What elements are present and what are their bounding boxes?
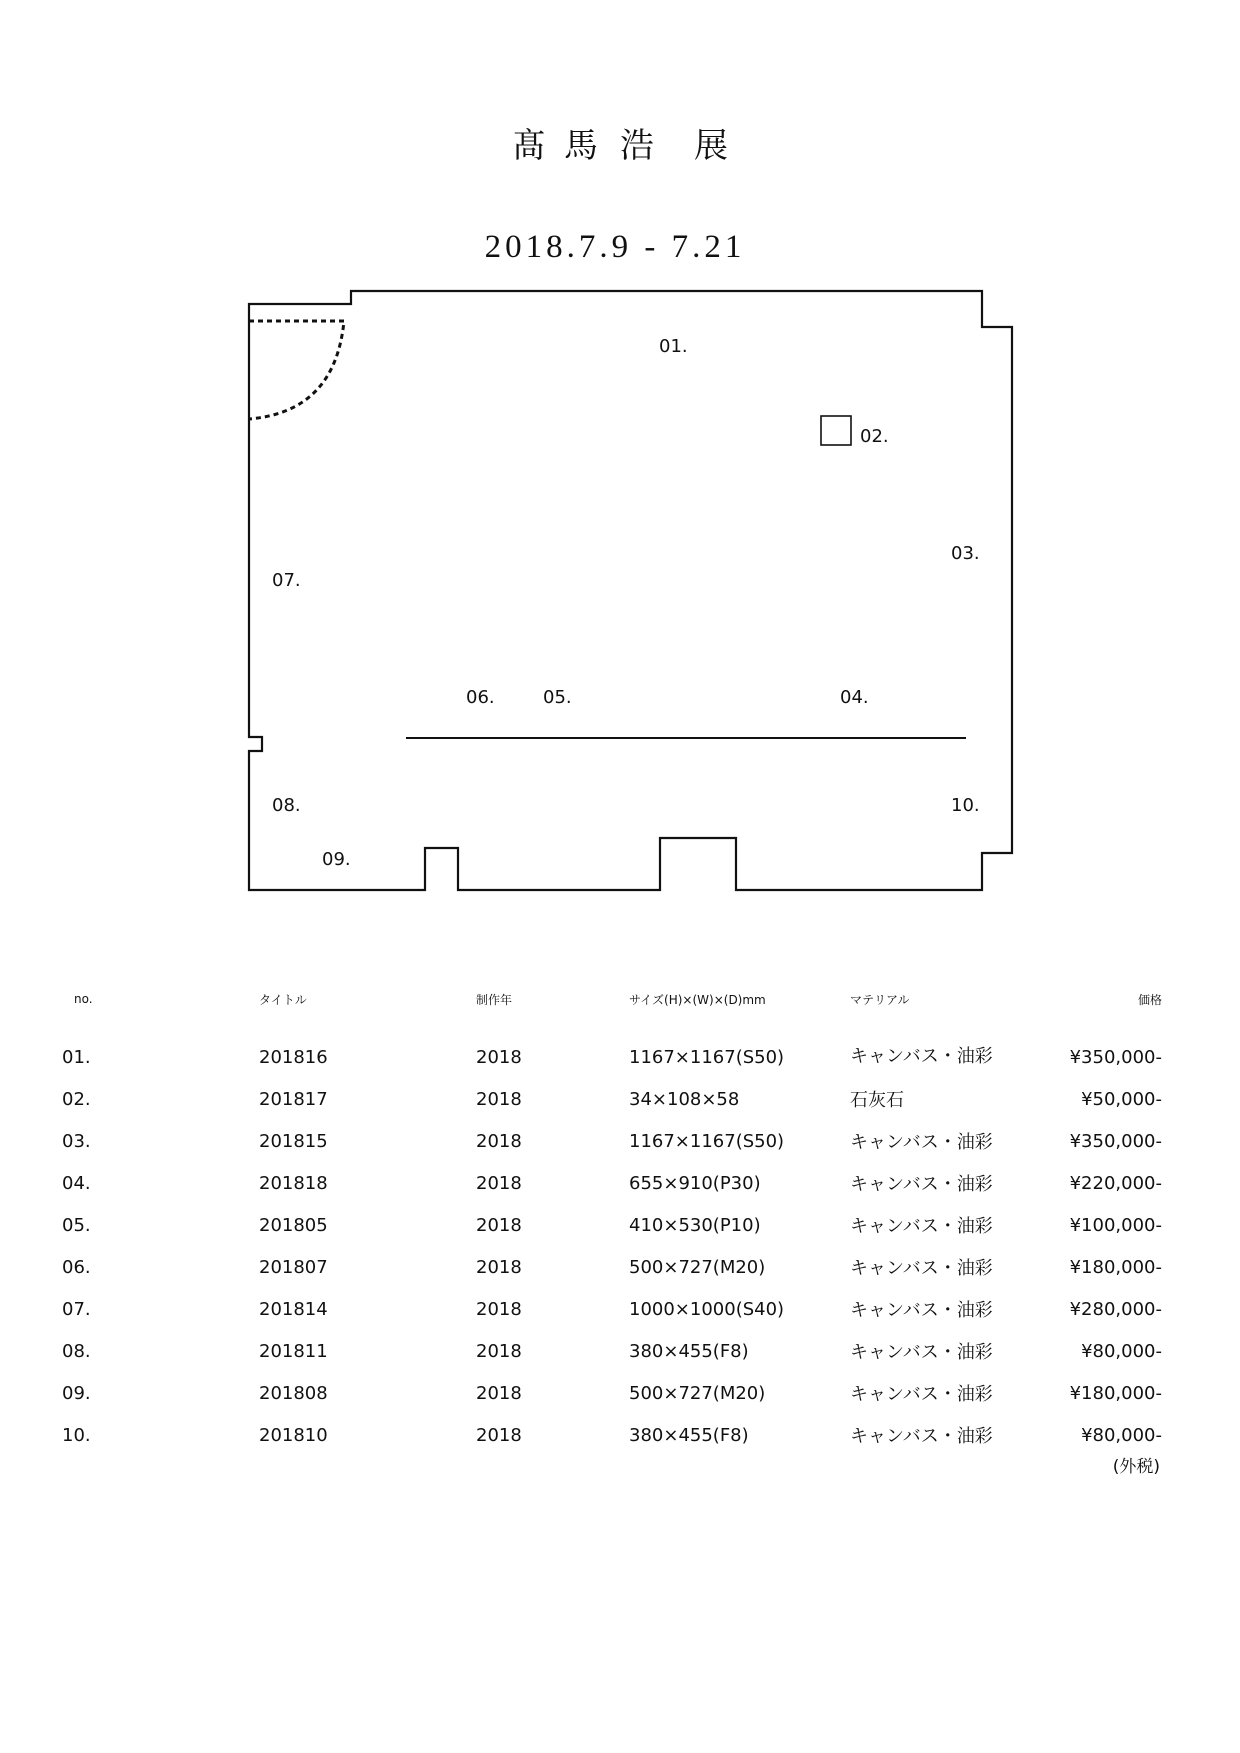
cell-no: 07.	[62, 1298, 91, 1320]
cell-price: ¥100,000-	[1069, 1214, 1162, 1236]
cell-size: 1000×1000(S40)	[629, 1298, 785, 1320]
door-swing	[249, 321, 344, 419]
gallery-wall-outline	[249, 291, 1012, 890]
cell-no: 08.	[62, 1340, 91, 1362]
cell-size: 1167×1167(S50)	[629, 1130, 785, 1152]
cell-year: 2018	[476, 1382, 522, 1404]
header-no: no.	[74, 992, 93, 1006]
cell-no: 06.	[62, 1256, 91, 1278]
tax-note: (外税)	[1112, 1457, 1160, 1477]
plan-label-03: 03.	[951, 543, 980, 564]
cell-price: ¥80,000-	[1081, 1340, 1162, 1362]
pedestal-box	[821, 416, 851, 445]
header-size: サイズ(H)×(W)×(D)mm	[629, 992, 766, 1007]
cell-year: 2018	[476, 1256, 522, 1278]
title-char: 馬	[564, 126, 598, 166]
table-row	[62, 1288, 1162, 1330]
cell-no: 02.	[62, 1088, 91, 1110]
cell-title: 201814	[259, 1298, 328, 1320]
cell-year: 2018	[476, 1130, 522, 1152]
cell-title: 201808	[259, 1382, 328, 1404]
table-row	[62, 1162, 1162, 1204]
cell-year: 2018	[476, 1340, 522, 1362]
cell-year: 2018	[476, 1172, 522, 1194]
plan-label-07: 07.	[272, 570, 301, 591]
cell-title: 201816	[259, 1047, 328, 1068]
cell-no: 09.	[62, 1382, 91, 1404]
cell-size: 500×727(M20)	[629, 1382, 766, 1404]
cell-year: 2018	[476, 1298, 522, 1320]
cell-material: キャンバス・油彩	[850, 1046, 993, 1067]
cell-material: キャンバス・油彩	[850, 1258, 993, 1279]
table-row	[62, 1372, 1162, 1414]
table-header-row	[62, 984, 1162, 1014]
cell-price: ¥80,000-	[1081, 1424, 1162, 1446]
cell-no: 03.	[62, 1130, 91, 1152]
cell-material: 石灰石	[850, 1090, 904, 1111]
cell-title: 201815	[259, 1130, 328, 1152]
cell-size: 655×910(P30)	[629, 1172, 761, 1194]
table-row	[62, 1204, 1162, 1246]
cell-no: 10.	[62, 1424, 91, 1446]
cell-title: 201810	[259, 1424, 328, 1446]
title-char: 髙	[512, 126, 546, 166]
cell-price: ¥180,000-	[1069, 1382, 1162, 1404]
cell-material: キャンバス・油彩	[850, 1300, 993, 1321]
cell-size: 380×455(F8)	[629, 1340, 749, 1362]
table-row	[62, 1120, 1162, 1162]
exhibition-dates: 2018.7.9 - 7.21	[484, 229, 746, 265]
plan-label-05: 05.	[543, 687, 572, 708]
cell-material: キャンバス・油彩	[850, 1174, 993, 1195]
cell-title: 201805	[259, 1214, 328, 1236]
cell-material: キャンバス・油彩	[850, 1384, 993, 1405]
plan-label-02: 02.	[860, 426, 889, 447]
header-material: マテリアル	[850, 992, 910, 1007]
works-table	[62, 984, 1162, 1456]
plan-label-01: 01.	[659, 336, 688, 357]
cell-price: ¥180,000-	[1069, 1256, 1162, 1278]
header-title: タイトル	[259, 992, 307, 1007]
cell-no: 05.	[62, 1214, 91, 1236]
table-row	[62, 1414, 1162, 1456]
cell-size: 500×727(M20)	[629, 1256, 766, 1278]
cell-year: 2018	[476, 1424, 522, 1446]
cell-title: 201811	[259, 1340, 328, 1362]
cell-price: ¥280,000-	[1069, 1298, 1162, 1320]
plan-label-06: 06.	[466, 687, 495, 708]
cell-material: キャンバス・油彩	[850, 1132, 993, 1153]
cell-price: ¥350,000-	[1069, 1130, 1162, 1152]
table-row	[62, 1330, 1162, 1372]
cell-no: 01.	[62, 1047, 91, 1068]
cell-no: 04.	[62, 1172, 91, 1194]
cell-year: 2018	[476, 1047, 522, 1068]
plan-label-10: 10.	[951, 795, 980, 816]
cell-size: 410×530(P10)	[629, 1214, 761, 1236]
plan-label-09: 09.	[322, 849, 351, 870]
plan-label-04: 04.	[840, 687, 869, 708]
header-price: 価格	[1137, 992, 1162, 1007]
cell-price: ¥350,000-	[1069, 1047, 1162, 1068]
cell-material: キャンバス・油彩	[850, 1216, 993, 1237]
header-year: 制作年	[476, 992, 513, 1007]
title-char: 浩	[620, 126, 654, 166]
title-char: 展	[694, 126, 728, 166]
table-row	[62, 1078, 1162, 1120]
cell-price: ¥50,000-	[1081, 1088, 1162, 1110]
cell-year: 2018	[476, 1088, 522, 1110]
cell-year: 2018	[476, 1214, 522, 1236]
cell-title: 201818	[259, 1172, 328, 1194]
cell-material: キャンバス・油彩	[850, 1426, 993, 1447]
cell-title: 201807	[259, 1256, 328, 1278]
plan-label-08: 08.	[272, 795, 301, 816]
cell-title: 201817	[259, 1088, 328, 1110]
cell-material: キャンバス・油彩	[850, 1342, 993, 1363]
cell-size: 1167×1167(S50)	[629, 1047, 785, 1068]
cell-size: 380×455(F8)	[629, 1424, 749, 1446]
cell-size: 34×108×58	[629, 1088, 740, 1110]
cell-price: ¥220,000-	[1069, 1172, 1162, 1194]
table-row	[62, 1246, 1162, 1288]
table-row	[62, 1014, 1162, 1078]
